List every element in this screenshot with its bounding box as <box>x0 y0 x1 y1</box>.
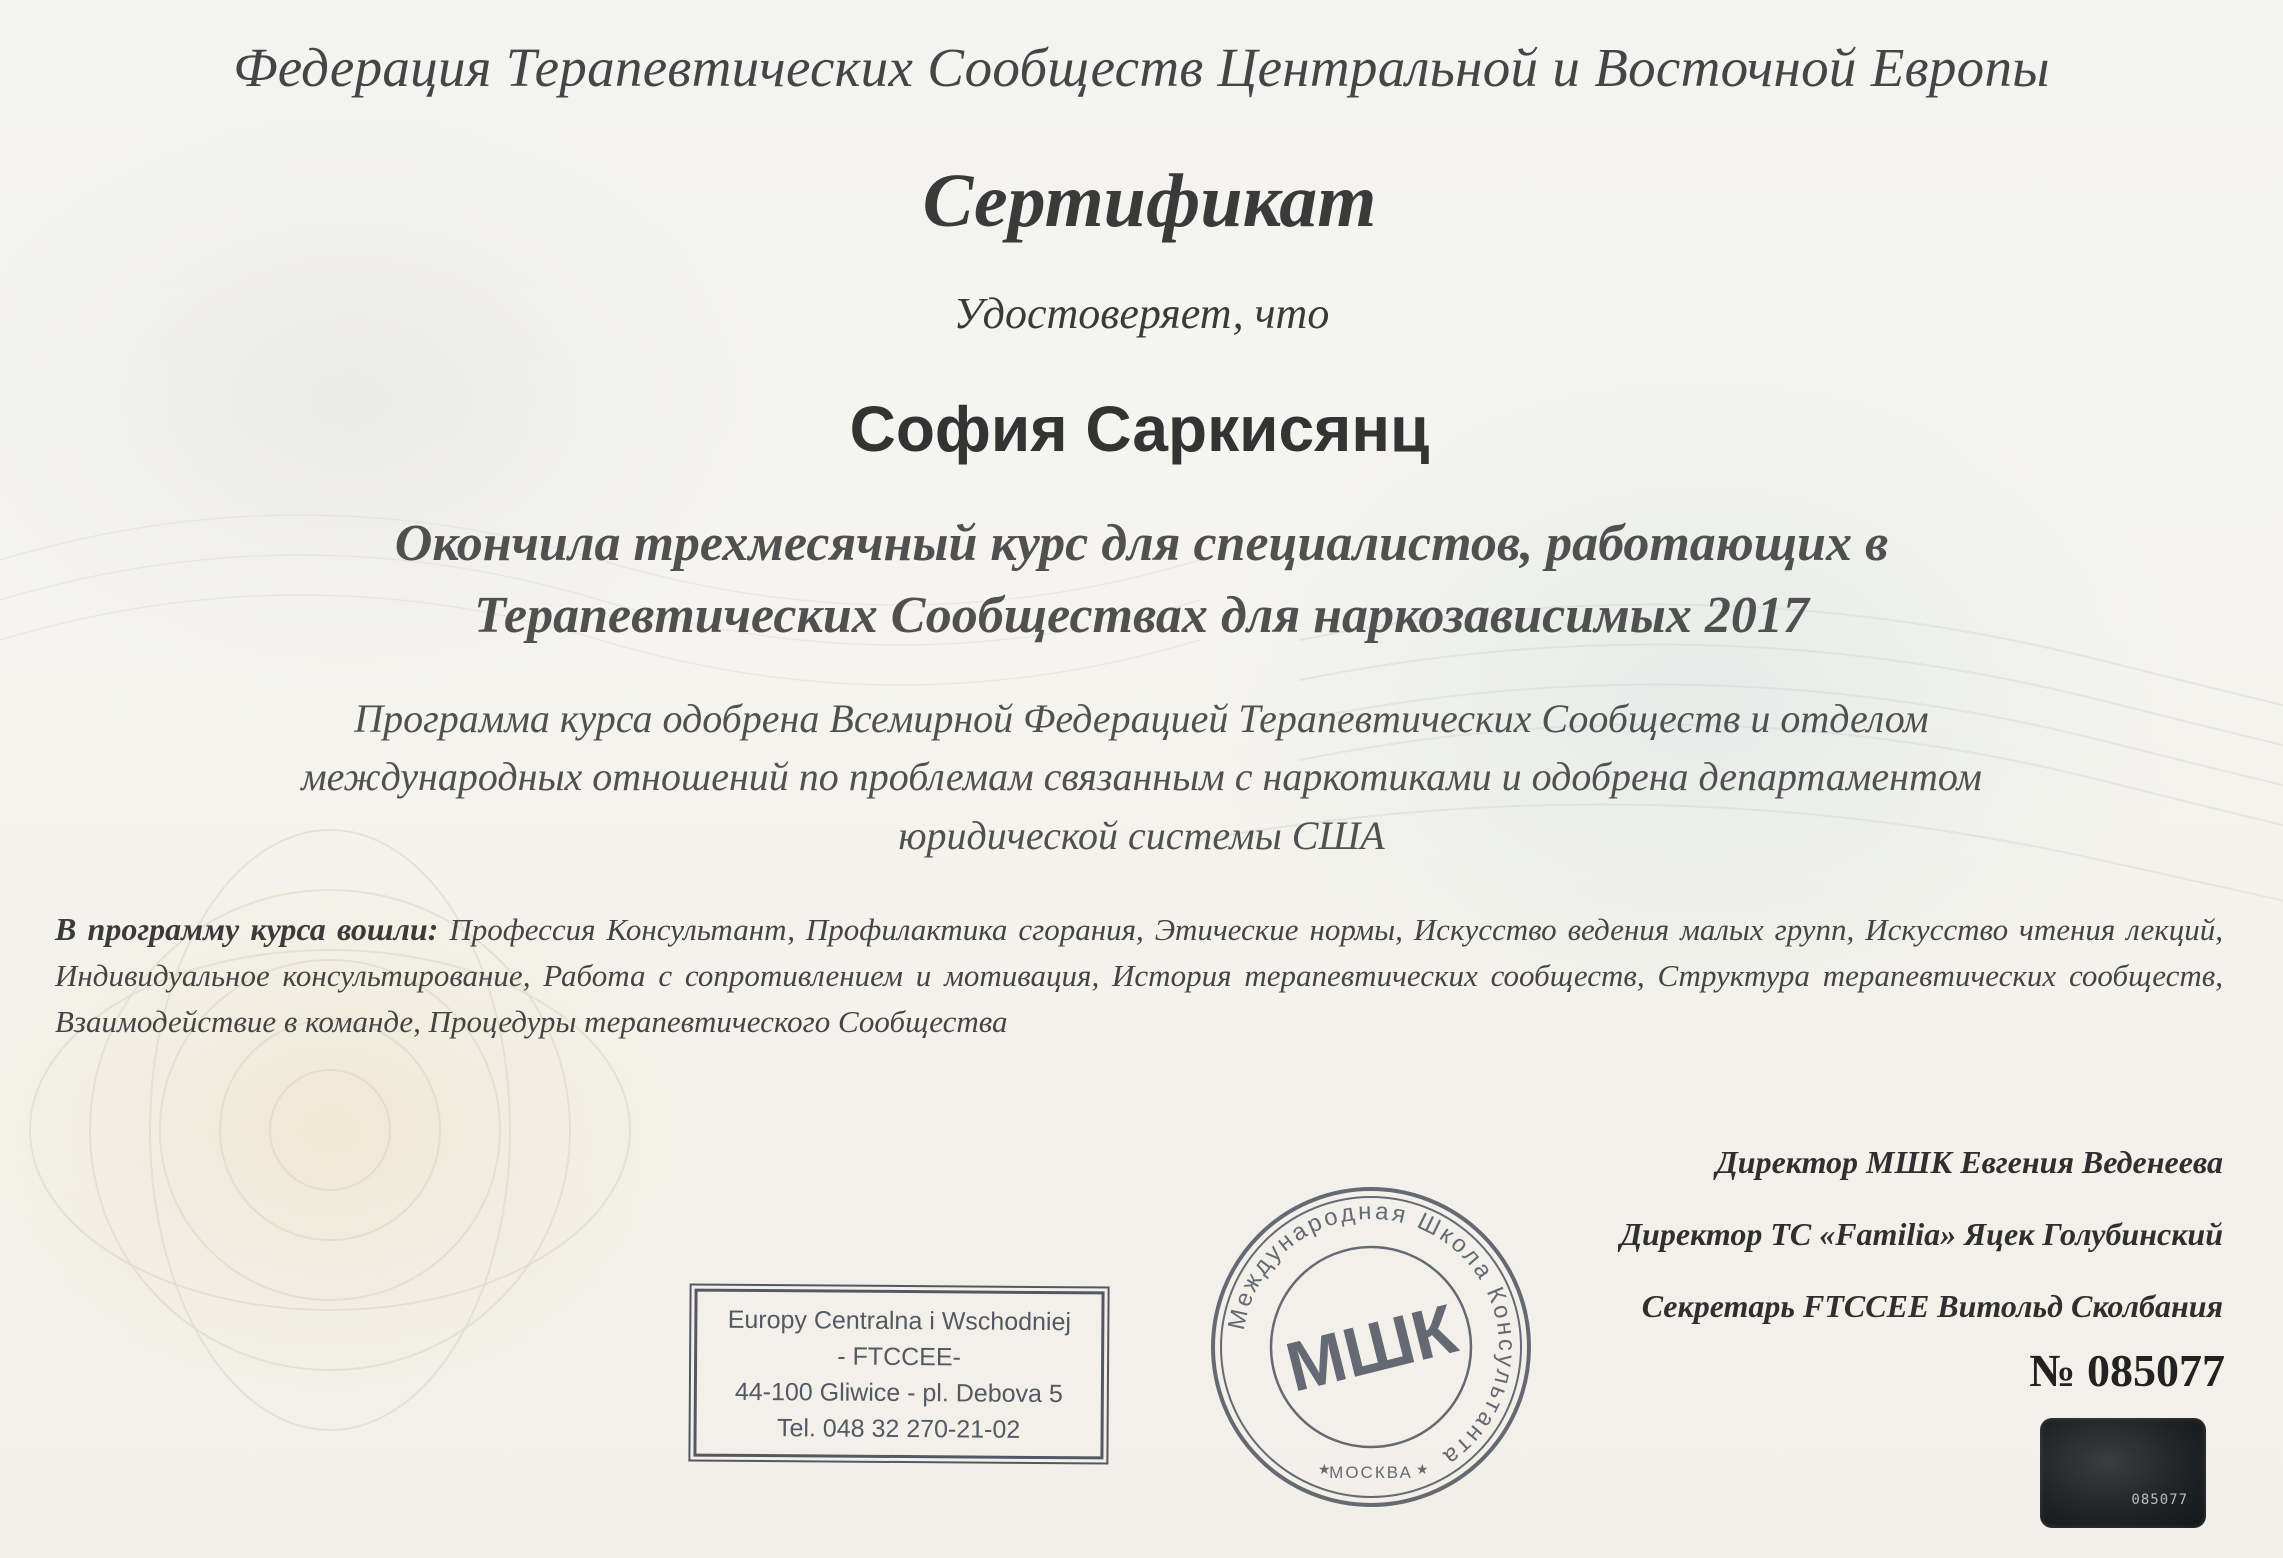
federation-heading: Федерация Терапевтических Сообществ Центральной и Восточной Европы <box>233 37 2050 98</box>
program-lead: В программу курса вошли: <box>55 911 439 947</box>
stamp-rect-line-3: 44-100 Gliwice - pl. Debova 5 <box>734 1377 1063 1409</box>
approval-line-3: юридической системы США <box>898 812 1385 858</box>
hologram-serial: 085077 <box>2131 1492 2188 1508</box>
certificate-title: Сертификат <box>922 159 1377 243</box>
signature-mshk-director: Директор МШК Евгения Веденеева <box>1715 1144 2223 1180</box>
mshk-round-stamp <box>1206 1182 1536 1512</box>
stamp-city-text: МОСКВА <box>1329 1463 1413 1482</box>
hologram-sticker <box>2040 1418 2206 1528</box>
course-description <box>0 508 2283 652</box>
course-line-2: Терапевтических Сообществах для наркозависимых 2017 <box>474 586 1809 644</box>
certifies-text: Удостоверяет, что <box>953 289 1330 338</box>
course-line-1: Окончила трехмесячный курс для специалистов, работающих в <box>394 515 1889 572</box>
stamp-rect-line-1: Europy Centralna i Wschodniej <box>727 1305 1072 1337</box>
signature-familia-director: Директор ТС «Familia» Яцек Голубинский <box>1620 1216 2223 1252</box>
ftccee-rectangular-stamp <box>693 1289 1104 1460</box>
approval-line-1: Программа курса одобрена Всемирной Федерацией Терапевтических Сообществ и отделом <box>354 696 1929 741</box>
program-items: Профессия Консультант, Профилактика сгорания, Этические нормы, Искусство ведения малых групп, Искусство чтения лекций, Индивидуальное консультирование, Работа с сопротивлением и мотивация, История терапевтических сообществ, Структура терапевтических сообществ, Взаимодействие в команде, Процедуры терапевтического Сообщества <box>55 912 2224 1039</box>
recipient-name: София Саркисянц <box>849 393 1430 465</box>
approval-line-2: международных отношений по проблемам связанным с наркотиками и одобрена департаментом <box>301 754 1982 800</box>
star-icon: ★ <box>1318 1462 1331 1478</box>
stamp-center-text: МШК <box>1278 1289 1464 1407</box>
stamp-ring-text: Международная Школа Консультанта <box>1222 1197 1521 1473</box>
stamp-rect-line-4: Tel. 048 32 270-21-02 <box>776 1414 1021 1444</box>
approval-statement <box>0 690 2283 865</box>
certificate-number: № 085077 <box>2029 1345 2225 1396</box>
stamp-rect-line-2: - FTCCEE- <box>837 1342 962 1372</box>
signature-ftccee-secretary: Секретарь FTCCEE Витольд Сколбания <box>1641 1288 2223 1324</box>
star-icon: ★ <box>1416 1462 1429 1478</box>
signatures-block <box>1620 1126 2223 1342</box>
program-contents <box>55 906 2223 1045</box>
